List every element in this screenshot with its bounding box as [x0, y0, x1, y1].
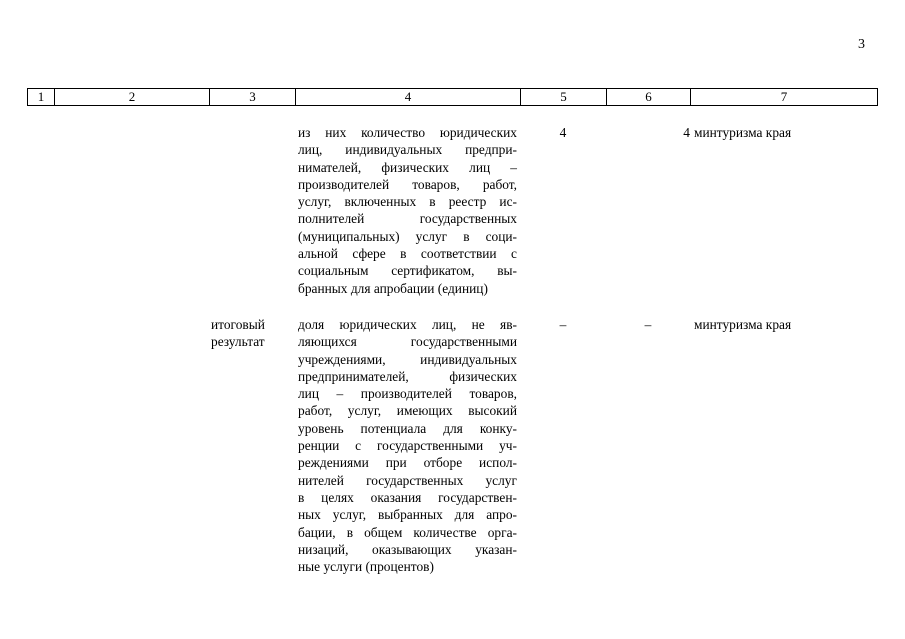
column-number-cell: 4: [296, 89, 521, 106]
text-line: нителей государственных услуг: [298, 472, 517, 488]
column-number-cell: 1: [28, 89, 55, 106]
column-number-header-table: [27, 88, 878, 106]
page-number: 3: [858, 37, 865, 52]
row-type-label: [211, 316, 291, 351]
text-line: бранных для апробации (единиц): [298, 280, 488, 296]
value-col6: –: [644, 317, 652, 332]
text-line: полнителей государственных: [298, 211, 517, 227]
text-line: ренции с государственными уч-: [298, 438, 517, 454]
text-line: уровень потенциала для конку-: [298, 420, 517, 436]
text-line: услуг, включенных в реестр ис-: [298, 194, 517, 210]
text-line: в целях оказания государствен-: [298, 489, 517, 505]
text-line: итоговый: [211, 317, 265, 332]
text-line: (муниципальных) услуг в соци-: [298, 228, 517, 244]
text-line: ляющихся государственными: [298, 334, 517, 350]
text-line: альной сфере в соответствии с: [298, 246, 517, 262]
text-line: реждениями при отборе испол-: [298, 455, 517, 471]
text-line: предпринимателей, физических: [298, 368, 517, 384]
text-line: учреждениями, индивидуальных: [298, 351, 517, 367]
column-number-row: [28, 89, 878, 106]
text-line: бации, в общем количестве орга-: [298, 524, 517, 540]
text-line: нимателей, физических лиц –: [298, 159, 517, 175]
text-line: результат: [211, 334, 265, 350]
text-line: социальным сертификатом, вы-: [298, 263, 517, 279]
column-number-cell: 2: [55, 89, 210, 106]
column-number-cell: 7: [691, 89, 878, 106]
indicator-text: [298, 316, 517, 575]
column-number-cell: 6: [607, 89, 691, 106]
text-line: лиц – производителей товаров,: [298, 386, 517, 402]
value-col5: 4: [559, 125, 567, 140]
text-line: низаций, оказывающих указан-: [298, 541, 517, 557]
text-line: из них количество юридических: [298, 125, 517, 140]
text-line: ные услуги (процентов): [298, 559, 434, 575]
text-line: лиц, индивидуальных предпри-: [298, 142, 517, 158]
text-line: работ, услуг, имеющих высокий: [298, 403, 517, 419]
value-col6: 4: [683, 125, 690, 140]
text-line: доля юридических лиц, не яв-: [298, 317, 517, 332]
column-number-cell: 3: [210, 89, 296, 106]
responsible-body: минтуризма края: [694, 125, 792, 140]
responsible-body: минтуризма края: [694, 317, 792, 332]
text-line: производителей товаров, работ,: [298, 176, 517, 192]
indicator-text: [298, 124, 517, 297]
text-line: ных услуг, выбранных для апро-: [298, 507, 517, 523]
column-number-cell: 5: [521, 89, 607, 106]
value-col5: –: [559, 317, 567, 332]
